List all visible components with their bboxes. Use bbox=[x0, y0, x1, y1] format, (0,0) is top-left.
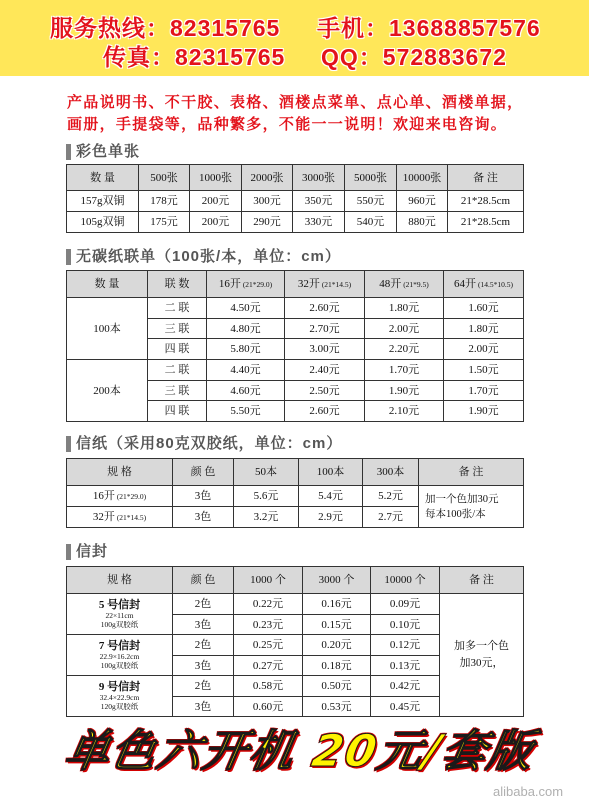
price-cell: 0.45元 bbox=[371, 697, 440, 717]
paper-type-cell: 157g双铜 bbox=[67, 191, 139, 212]
size-label: 48开 bbox=[379, 277, 402, 290]
section-marker bbox=[66, 544, 71, 560]
price-cell: 5.4元 bbox=[299, 486, 363, 507]
color-count-cell: 2色 bbox=[173, 635, 234, 656]
price-cell: 1.90元 bbox=[365, 381, 444, 401]
price-cell: 5.50元 bbox=[207, 401, 285, 422]
price-cell: 300元 bbox=[242, 191, 293, 212]
watermark-text: alibaba.com bbox=[493, 784, 564, 799]
header-cell-qty-1000: 1000 个 bbox=[234, 567, 303, 594]
remark-line: 加30元， bbox=[459, 657, 504, 669]
envelope-dims: 22×11cm bbox=[105, 611, 134, 620]
section-title-text: 彩色单张 bbox=[76, 143, 141, 160]
header-cell-qty-500: 500张 bbox=[139, 165, 190, 191]
price-cell: 175元 bbox=[139, 212, 190, 233]
color-count-cell: 3色 bbox=[173, 507, 234, 528]
color-count-cell: 3色 bbox=[173, 615, 234, 635]
header-cell-qty-1000: 1000张 bbox=[190, 165, 242, 191]
section-title-text: 信纸（采用80克双胶纸，单位：cm） bbox=[76, 435, 343, 452]
price-cell: 2.20元 bbox=[365, 339, 444, 360]
price-cell: 0.10元 bbox=[371, 615, 440, 635]
header-cell-spec: 规 格 bbox=[67, 567, 173, 594]
price-cell: 178元 bbox=[139, 191, 190, 212]
color-count-cell: 3色 bbox=[173, 656, 234, 676]
price-cell: 2.10元 bbox=[365, 401, 444, 422]
price-cell: 0.23元 bbox=[234, 615, 303, 635]
price-cell: 5.80元 bbox=[207, 339, 285, 360]
header-cell-remark: 备 注 bbox=[440, 567, 524, 594]
price-cell: 3.2元 bbox=[234, 507, 299, 528]
price-cell: 3.00元 bbox=[285, 339, 365, 360]
price-cell: 540元 bbox=[345, 212, 397, 233]
section-title-carbonless-forms bbox=[66, 248, 526, 266]
price-cell: 2.9元 bbox=[299, 507, 363, 528]
price-cell: 0.12元 bbox=[371, 635, 440, 656]
price-cell: 1.70元 bbox=[365, 360, 444, 381]
price-cell: 0.20元 bbox=[303, 635, 371, 656]
header-cell-qty-10000: 10000 个 bbox=[371, 567, 440, 594]
remark-line: 加一个色加30元 bbox=[425, 493, 499, 505]
header-cell-size-32k bbox=[285, 271, 365, 298]
hotline-text: 服务热线：82315765 bbox=[50, 15, 281, 41]
section-title-letterhead bbox=[66, 435, 526, 453]
envelope-name: 9 号信封 bbox=[98, 681, 141, 693]
section-title-text: 无碳纸联单（100张/本，单位：cm） bbox=[76, 248, 341, 265]
parts-cell: 二 联 bbox=[148, 360, 207, 381]
size-dims: (21*29.0) bbox=[242, 279, 273, 289]
section-marker bbox=[66, 436, 71, 452]
envelope-paper: 100g双胶纸 bbox=[100, 661, 139, 670]
price-cell: 0.13元 bbox=[371, 656, 440, 676]
price-cell: 200元 bbox=[190, 212, 242, 233]
section-title-envelopes bbox=[66, 543, 526, 561]
intro-line-2: 画册，手提袋等，品种繁多，不能一一说明！欢迎来电咨询。 bbox=[67, 116, 508, 133]
price-cell: 4.80元 bbox=[207, 319, 285, 339]
fax-text: 传真：82315765 bbox=[103, 44, 286, 70]
price-cell: 2.40元 bbox=[285, 360, 365, 381]
price-cell: 0.50元 bbox=[303, 676, 371, 697]
envelope-name: 7 号信封 bbox=[98, 640, 141, 652]
envelope-dims: 32.4×22.9cm bbox=[99, 693, 140, 702]
header-cell-color: 颜 色 bbox=[173, 459, 234, 486]
spec-cell bbox=[67, 486, 173, 507]
intro-line-1: 产品说明书、不干胶、表格、酒楼点菜单、点心单、酒楼单据， bbox=[67, 94, 524, 111]
price-cell: 1.70元 bbox=[444, 381, 524, 401]
price-cell: 550元 bbox=[345, 191, 397, 212]
price-cell: 960元 bbox=[397, 191, 448, 212]
price-cell: 2.60元 bbox=[285, 401, 365, 422]
price-cell: 5.2元 bbox=[363, 486, 419, 507]
price-cell: 2.00元 bbox=[444, 339, 524, 360]
envelope-spec-cell bbox=[67, 676, 173, 717]
header-cell-parts: 联 数 bbox=[148, 271, 207, 298]
price-cell: 1.60元 bbox=[444, 298, 524, 319]
section-marker bbox=[66, 249, 71, 265]
section-marker bbox=[66, 144, 71, 160]
price-cell: 2.7元 bbox=[363, 507, 419, 528]
size-dims: (21*14.5) bbox=[321, 279, 352, 289]
table-header-row bbox=[67, 271, 524, 298]
price-cell: 2.50元 bbox=[285, 381, 365, 401]
size-dims: (21*9.5) bbox=[403, 279, 429, 289]
price-cell: 4.40元 bbox=[207, 360, 285, 381]
parts-cell: 四 联 bbox=[148, 401, 207, 422]
color-count-cell: 2色 bbox=[173, 594, 234, 615]
paper-type-cell: 105g双铜 bbox=[67, 212, 139, 233]
price-cell: 1.90元 bbox=[444, 401, 524, 422]
price-cell: 880元 bbox=[397, 212, 448, 233]
price-cell: 5.6元 bbox=[234, 486, 299, 507]
size-dims: (14.5*10.5) bbox=[478, 279, 513, 289]
table-header-row bbox=[67, 165, 524, 191]
spec-dims: (21*29.0) bbox=[116, 491, 147, 501]
header-cell-qty-2000: 2000张 bbox=[242, 165, 293, 191]
header-cell-quantity: 数 量 bbox=[67, 165, 139, 191]
quantity-cell: 100本 bbox=[67, 298, 148, 360]
mobile-text: 手机：13688857576 bbox=[317, 15, 541, 41]
header-cell-qty-3000: 3000张 bbox=[293, 165, 345, 191]
promo-slogan: 单色六开机 20元/套版 bbox=[60, 726, 539, 777]
table-row bbox=[67, 212, 524, 233]
price-cell: 330元 bbox=[293, 212, 345, 233]
header-cell-qty-300: 300本 bbox=[363, 459, 419, 486]
letterhead-price-table bbox=[66, 458, 524, 528]
price-cell: 0.53元 bbox=[303, 697, 371, 717]
remark-cell bbox=[440, 594, 524, 717]
price-cell: 4.60元 bbox=[207, 381, 285, 401]
parts-cell: 四 联 bbox=[148, 339, 207, 360]
table-row bbox=[67, 360, 524, 381]
price-cell: 1.80元 bbox=[444, 319, 524, 339]
header-cell-qty-100: 100本 bbox=[299, 459, 363, 486]
header-cell-remark: 备 注 bbox=[448, 165, 524, 191]
envelope-spec-cell bbox=[67, 635, 173, 676]
price-cell: 200元 bbox=[190, 191, 242, 212]
price-cell: 0.22元 bbox=[234, 594, 303, 615]
header-cell-size-16k bbox=[207, 271, 285, 298]
section-title-text: 信封 bbox=[76, 543, 109, 560]
carbonless-form-price-table bbox=[66, 270, 524, 422]
color-count-cell: 2色 bbox=[173, 676, 234, 697]
envelope-price-table bbox=[66, 566, 524, 717]
price-cell: 1.50元 bbox=[444, 360, 524, 381]
spec-label: 16开 bbox=[92, 489, 115, 502]
header-cell-remark: 备 注 bbox=[419, 459, 524, 486]
header-cell-qty-10000: 10000张 bbox=[397, 165, 448, 191]
quantity-cell: 200本 bbox=[67, 360, 148, 422]
parts-cell: 二 联 bbox=[148, 298, 207, 319]
table-row bbox=[67, 486, 524, 507]
header-cell-color: 颜 色 bbox=[173, 567, 234, 594]
size-remark-cell: 21*28.5cm bbox=[448, 191, 524, 212]
envelope-name: 5 号信封 bbox=[98, 599, 141, 611]
header-cell-qty-3000: 3000 个 bbox=[303, 567, 371, 594]
price-cell: 0.25元 bbox=[234, 635, 303, 656]
size-label: 64开 bbox=[454, 277, 476, 290]
header-cell-qty-5000: 5000张 bbox=[345, 165, 397, 191]
qq-text: QQ：572883672 bbox=[321, 44, 507, 70]
price-cell: 2.60元 bbox=[285, 298, 365, 319]
price-cell: 290元 bbox=[242, 212, 293, 233]
remark-cell bbox=[419, 486, 524, 528]
envelope-dims: 22.9×16.2cm bbox=[99, 652, 140, 661]
table-row bbox=[67, 594, 524, 615]
envelope-paper: 100g双胶纸 bbox=[100, 620, 139, 629]
size-remark-cell: 21*28.5cm bbox=[448, 212, 524, 233]
envelope-paper: 120g双胶纸 bbox=[100, 702, 139, 711]
color-count-cell: 3色 bbox=[173, 697, 234, 717]
table-header-row bbox=[67, 567, 524, 594]
price-cell: 0.18元 bbox=[303, 656, 371, 676]
header-cell-size-48k bbox=[365, 271, 444, 298]
table-header-row bbox=[67, 459, 524, 486]
parts-cell: 三 联 bbox=[148, 319, 207, 339]
header-cell-size-64k bbox=[444, 271, 524, 298]
price-cell: 0.27元 bbox=[234, 656, 303, 676]
color-count-cell: 3色 bbox=[173, 486, 234, 507]
remark-line: 每本100张/本 bbox=[425, 508, 486, 520]
size-label: 32开 bbox=[297, 277, 320, 290]
price-cell: 0.16元 bbox=[303, 594, 371, 615]
price-cell: 0.60元 bbox=[234, 697, 303, 717]
parts-cell: 三 联 bbox=[148, 381, 207, 401]
spec-dims: (21*14.5) bbox=[116, 512, 147, 522]
price-cell: 0.58元 bbox=[234, 676, 303, 697]
color-flyer-price-table bbox=[66, 164, 524, 233]
contact-banner bbox=[0, 0, 589, 76]
table-row bbox=[67, 298, 524, 319]
spec-label: 32开 bbox=[92, 510, 115, 523]
price-cell: 350元 bbox=[293, 191, 345, 212]
remark-line: 加多一个色 bbox=[454, 640, 509, 652]
price-cell: 2.00元 bbox=[365, 319, 444, 339]
section-title-color-flyer bbox=[66, 143, 526, 161]
header-cell-quantity: 数 量 bbox=[67, 271, 148, 298]
header-cell-spec: 规 格 bbox=[67, 459, 173, 486]
price-cell: 0.42元 bbox=[371, 676, 440, 697]
price-cell: 0.09元 bbox=[371, 594, 440, 615]
header-cell-qty-50: 50本 bbox=[234, 459, 299, 486]
size-label: 16开 bbox=[218, 277, 241, 290]
price-cell: 1.80元 bbox=[365, 298, 444, 319]
spec-cell bbox=[67, 507, 173, 528]
price-cell: 0.15元 bbox=[303, 615, 371, 635]
price-cell: 2.70元 bbox=[285, 319, 365, 339]
table-row bbox=[67, 191, 524, 212]
price-cell: 4.50元 bbox=[207, 298, 285, 319]
envelope-spec-cell bbox=[67, 594, 173, 635]
